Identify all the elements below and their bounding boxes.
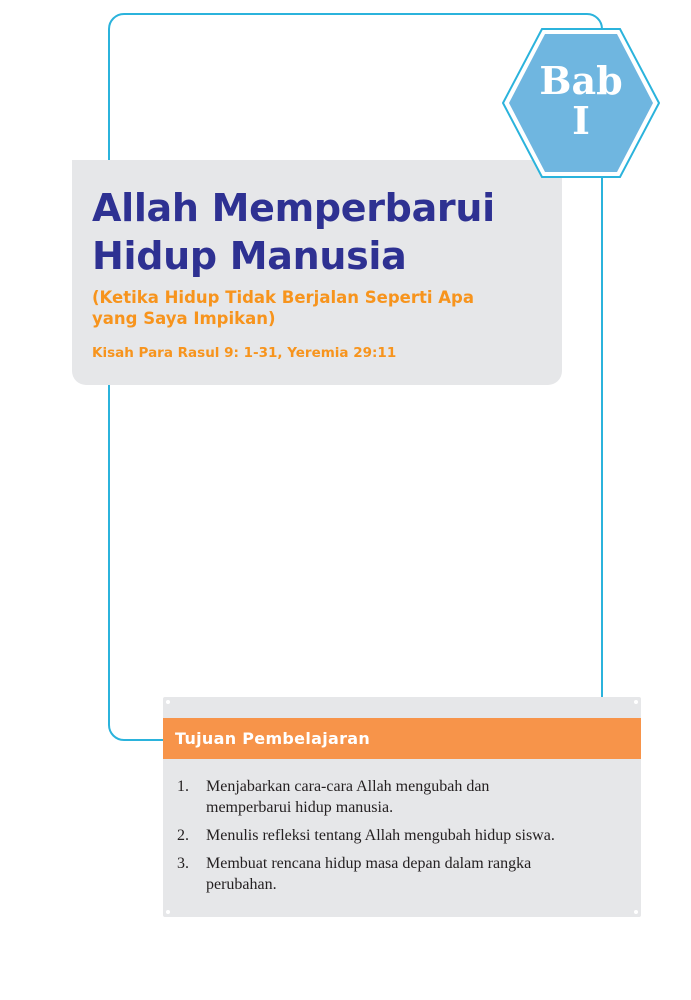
chapter-badge: [502, 27, 660, 179]
list-item: [172, 825, 632, 846]
list-item-number: 1.: [177, 778, 189, 795]
learning-goals-header: [163, 718, 641, 759]
chapter-subtitle-line-1: (Ketika Hidup Tidak Berjalan Seperti Apa: [92, 288, 474, 307]
learning-goals-list: [172, 776, 632, 902]
chapter-title: [92, 184, 552, 280]
list-item-number: 2.: [177, 827, 189, 844]
chapter-subtitle-line-2: yang Saya Impikan): [92, 309, 276, 328]
list-item: [172, 776, 632, 818]
chapter-title-line-1: Allah Memperbarui: [92, 186, 495, 230]
corner-dot: [166, 700, 170, 704]
chapter-badge-number: I: [572, 98, 590, 143]
learning-goals-heading: Tujuan Pembelajaran: [175, 729, 371, 748]
list-item-text-line-1: Menulis refleksi tentang Allah mengubah hidup siswa.: [206, 827, 555, 844]
corner-dot: [634, 910, 638, 914]
list-item-number: 3.: [177, 855, 189, 872]
chapter-badge-word: Bab: [539, 58, 623, 103]
corner-dot: [634, 700, 638, 704]
chapter-title-line-2: Hidup Manusia: [92, 234, 407, 278]
list-item-text-line-2: perubahan.: [206, 876, 277, 893]
list-item-text-line-1: Menjabarkan cara-cara Allah mengubah dan: [206, 778, 490, 795]
list-item-text-line-1: Membuat rencana hidup masa depan dalam rangka: [206, 855, 532, 872]
corner-dot: [166, 910, 170, 914]
list-item-text-line-2: memperbarui hidup manusia.: [206, 799, 394, 816]
chapter-subtitle: [92, 287, 542, 329]
chapter-badge-label: [502, 58, 660, 143]
scripture-reference: Kisah Para Rasul 9: 1-31, Yeremia 29:11: [92, 345, 397, 361]
list-item: [172, 853, 632, 895]
